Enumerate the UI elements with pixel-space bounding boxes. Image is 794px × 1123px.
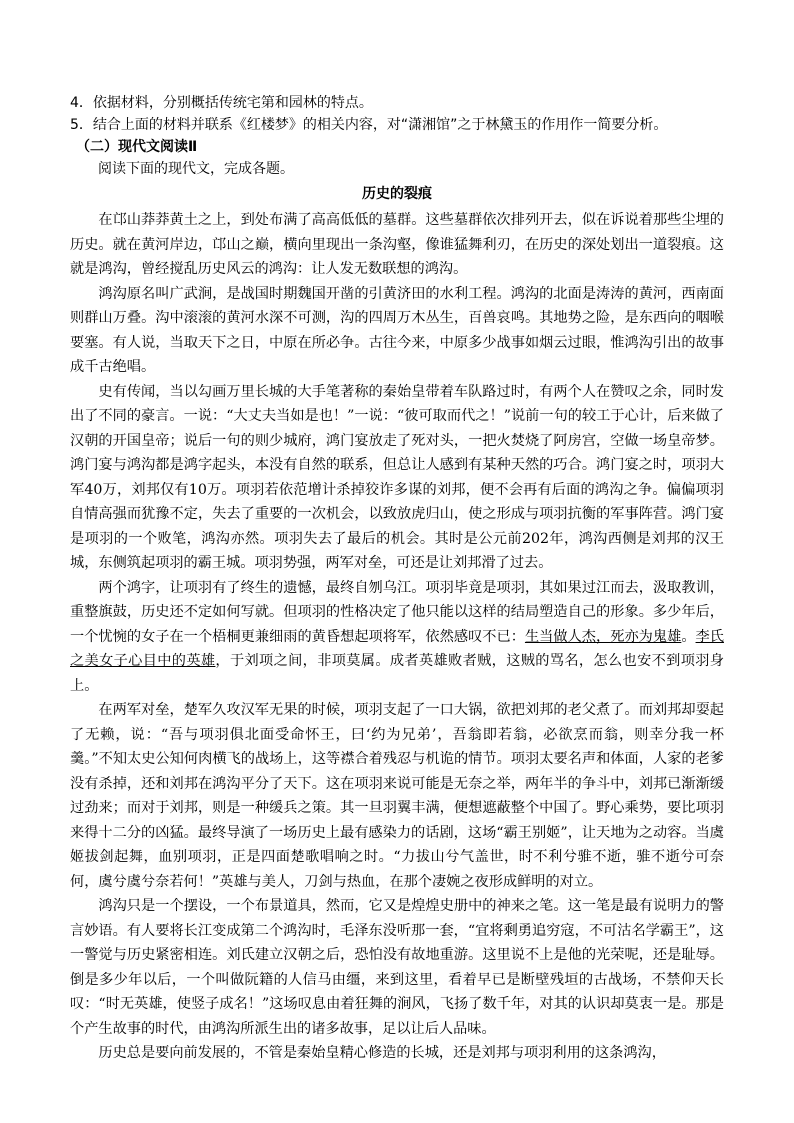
instruction-text: 阅读下面的现代文，完成各题。 <box>98 161 294 177</box>
underlined-phrase: 李氏之美女子心目中的英雄 <box>70 628 724 669</box>
paragraph-4-part-c: ，于刘项之间，非项莫属。成者英雄败者贼，这贼的骂名，怎么也安不到项羽身上。 <box>70 653 724 694</box>
paragraph-3: 史有传闻，当以勾画万里长城的大手笔著称的秦始皇带着车队路过时，有两个人在赞叹之余，同时发出了不同的豪言。一说：“大丈夫当如是也！”一说：“彼可取而代之！”说前一句的较工于心计，后来做了汉朝的开国皇帝；说后一句的则少城府，鸿门宴放走了死对头，一把火焚烧了阿房宫，空做一场皇帝梦。鸿门宴与鸿沟都是鸿字起头，本没有自然的联系，但总让人感到有某种天然的巧合。鸿门宴之时，项羽大军40万，刘邦仅有10万。项羽若依范增计杀掉狡诈多谋的刘邦，便不会再有后面的鸿沟之争。偏偏项羽自情高强而犹豫不定，失去了重要的一次机会，以致放虎归山，使之形成与项羽抗衡的军事阵营。鸿门宴是项羽的一个败笔，鸿沟亦然。项羽失去了最后的机会。其时是公元前202年，鸿沟西侧是刘邦的汉王城，东侧筑起项羽的霸王城。项羽势强，两军对垒，可还是让刘邦滑了过去。 <box>70 383 724 571</box>
section-heading: （二）现代文阅读Ⅱ <box>76 139 198 155</box>
paragraph-7: 历史总是要向前发展的，不管是秦始皇精心修造的长城，还是刘邦与项羽利用的这条鸿沟， <box>98 1045 666 1061</box>
paragraph-4-part-b: 。 <box>681 628 696 645</box>
question-5: 5．结合上面的材料并联系《红楼梦》的相关内容，对“潇湘馆”之于林黛玉的作用作一简要分析。 <box>70 117 668 133</box>
paragraph-6: 鸿沟只是一个摆设，一个布景道具，然而，它又是煌煌史册中的神来之笔。这一笔是最有说明力的警言妙语。有人要将长江变成第二个鸿沟时，毛泽东没听那一套，“宜将剩勇追穷寇，不可沽名学霸王”，这一警觉与历史紧密相连。刘氏建立汉朝之后，恐怕没有故地重游。这里说不上是他的光荣呢，还是耻辱。倒是多少年以后，一个叫做阮籍的人信马由缰，来到这里，看着早已是断壁残垣的古战场，不禁仰天长叹：“时无英雄，使竖子成名！”这场叹息由着狂舞的涧风，飞扬了数千年，对其的认识却莫衷一是。那是个产生故事的时代，由鸿沟所派生出的诸多故事，足以让后人品味。 <box>70 898 724 1037</box>
question-4: 4．依据材料，分别概括传统宅第和园林的特点。 <box>70 95 373 111</box>
paragraph-5: 在两军对垒，楚军久攻汉军无果的时候，项羽支起了一口大锅，欲把刘邦的老父煮了。而刘邦却耍起了无赖，说：“吾与项羽俱北面受命怀王，曰‘约为兄弟’，吾翁即若翁，必欲烹而翁，则幸分我一杯羹。”不知太史公知何肉横飞的战场上，这等襟合着残忍与机诡的情节。项羽太要名声和体面，人家的老爹没有杀掉，还和刘邦在鸿沟平分了天下。这在项羽来说可能是无奈之举，两年半的争斗中，刘邦已渐渐缓过劲来；而对于刘邦，则是一种缓兵之策。其一旦羽翼丰满，便想遮蔽整个中国了。野心乘势，要比项羽来得十二分的凶猛。最终导演了一场历史上最有感染力的话剧，这场“霸王别姬”，让天地为之动容。当虞姬拔剑起舞，血别项羽，正是四面楚歌唱响之时。“力拔山兮气盖世，时不利兮骓不逝，骓不逝兮可奈何，虞兮虞兮奈若何！”英雄与美人，刀剑与热血，在那个凄婉之夜形成鲜明的对立。 <box>70 702 724 890</box>
paragraph-4-part-a: 两个鸿字，让项羽有了终生的遗憾，最终自刎乌江。项羽毕竟是项羽，其如果过江而去，汲取教训，重整旗鼓，历史还不定如何写就。但项羽的性格决定了他只能以这样的结局塑造自己的形象。多少年后，一个忧惋的女子在一个梧桐更兼细雨的黄昏想起项将军，依然感叹不已： <box>70 579 724 645</box>
paragraph-1: 在邙山莽莽黄土之上，到处布满了高高低低的墓群。这些墓群依次排列开去，似在诉说着那些尘埋的历史。就在黄河岸边，邙山之巅，横向里现出一条沟壑，像谁猛舞利刃，在历史的深处划出一道裂痕。这就是鸿沟，曾经搅乱历史风云的鸿沟：让人发无数联想的鸿沟。 <box>70 212 724 277</box>
underlined-quote: 生当做人杰，死亦为鬼雄 <box>524 628 682 645</box>
paragraph-4 <box>70 576 724 699</box>
article-title: 历史的裂痕 <box>362 186 432 202</box>
paragraph-2: 鸿沟原名叫广武涧，是战国时期魏国开凿的引黄济田的水利工程。鸿沟的北面是涛涛的黄河，西南面则群山万叠。沟中滚滚的黄河水深不可测，沟的四周万木丛生，百兽哀鸣。其地势之险，是东西向的咽喉要塞。有人说，当取天下之日，中原在所必争。古往今来，中原多少战事如烟云过眼，惟鸿沟引出的故事成千古绝唱。 <box>70 285 724 375</box>
